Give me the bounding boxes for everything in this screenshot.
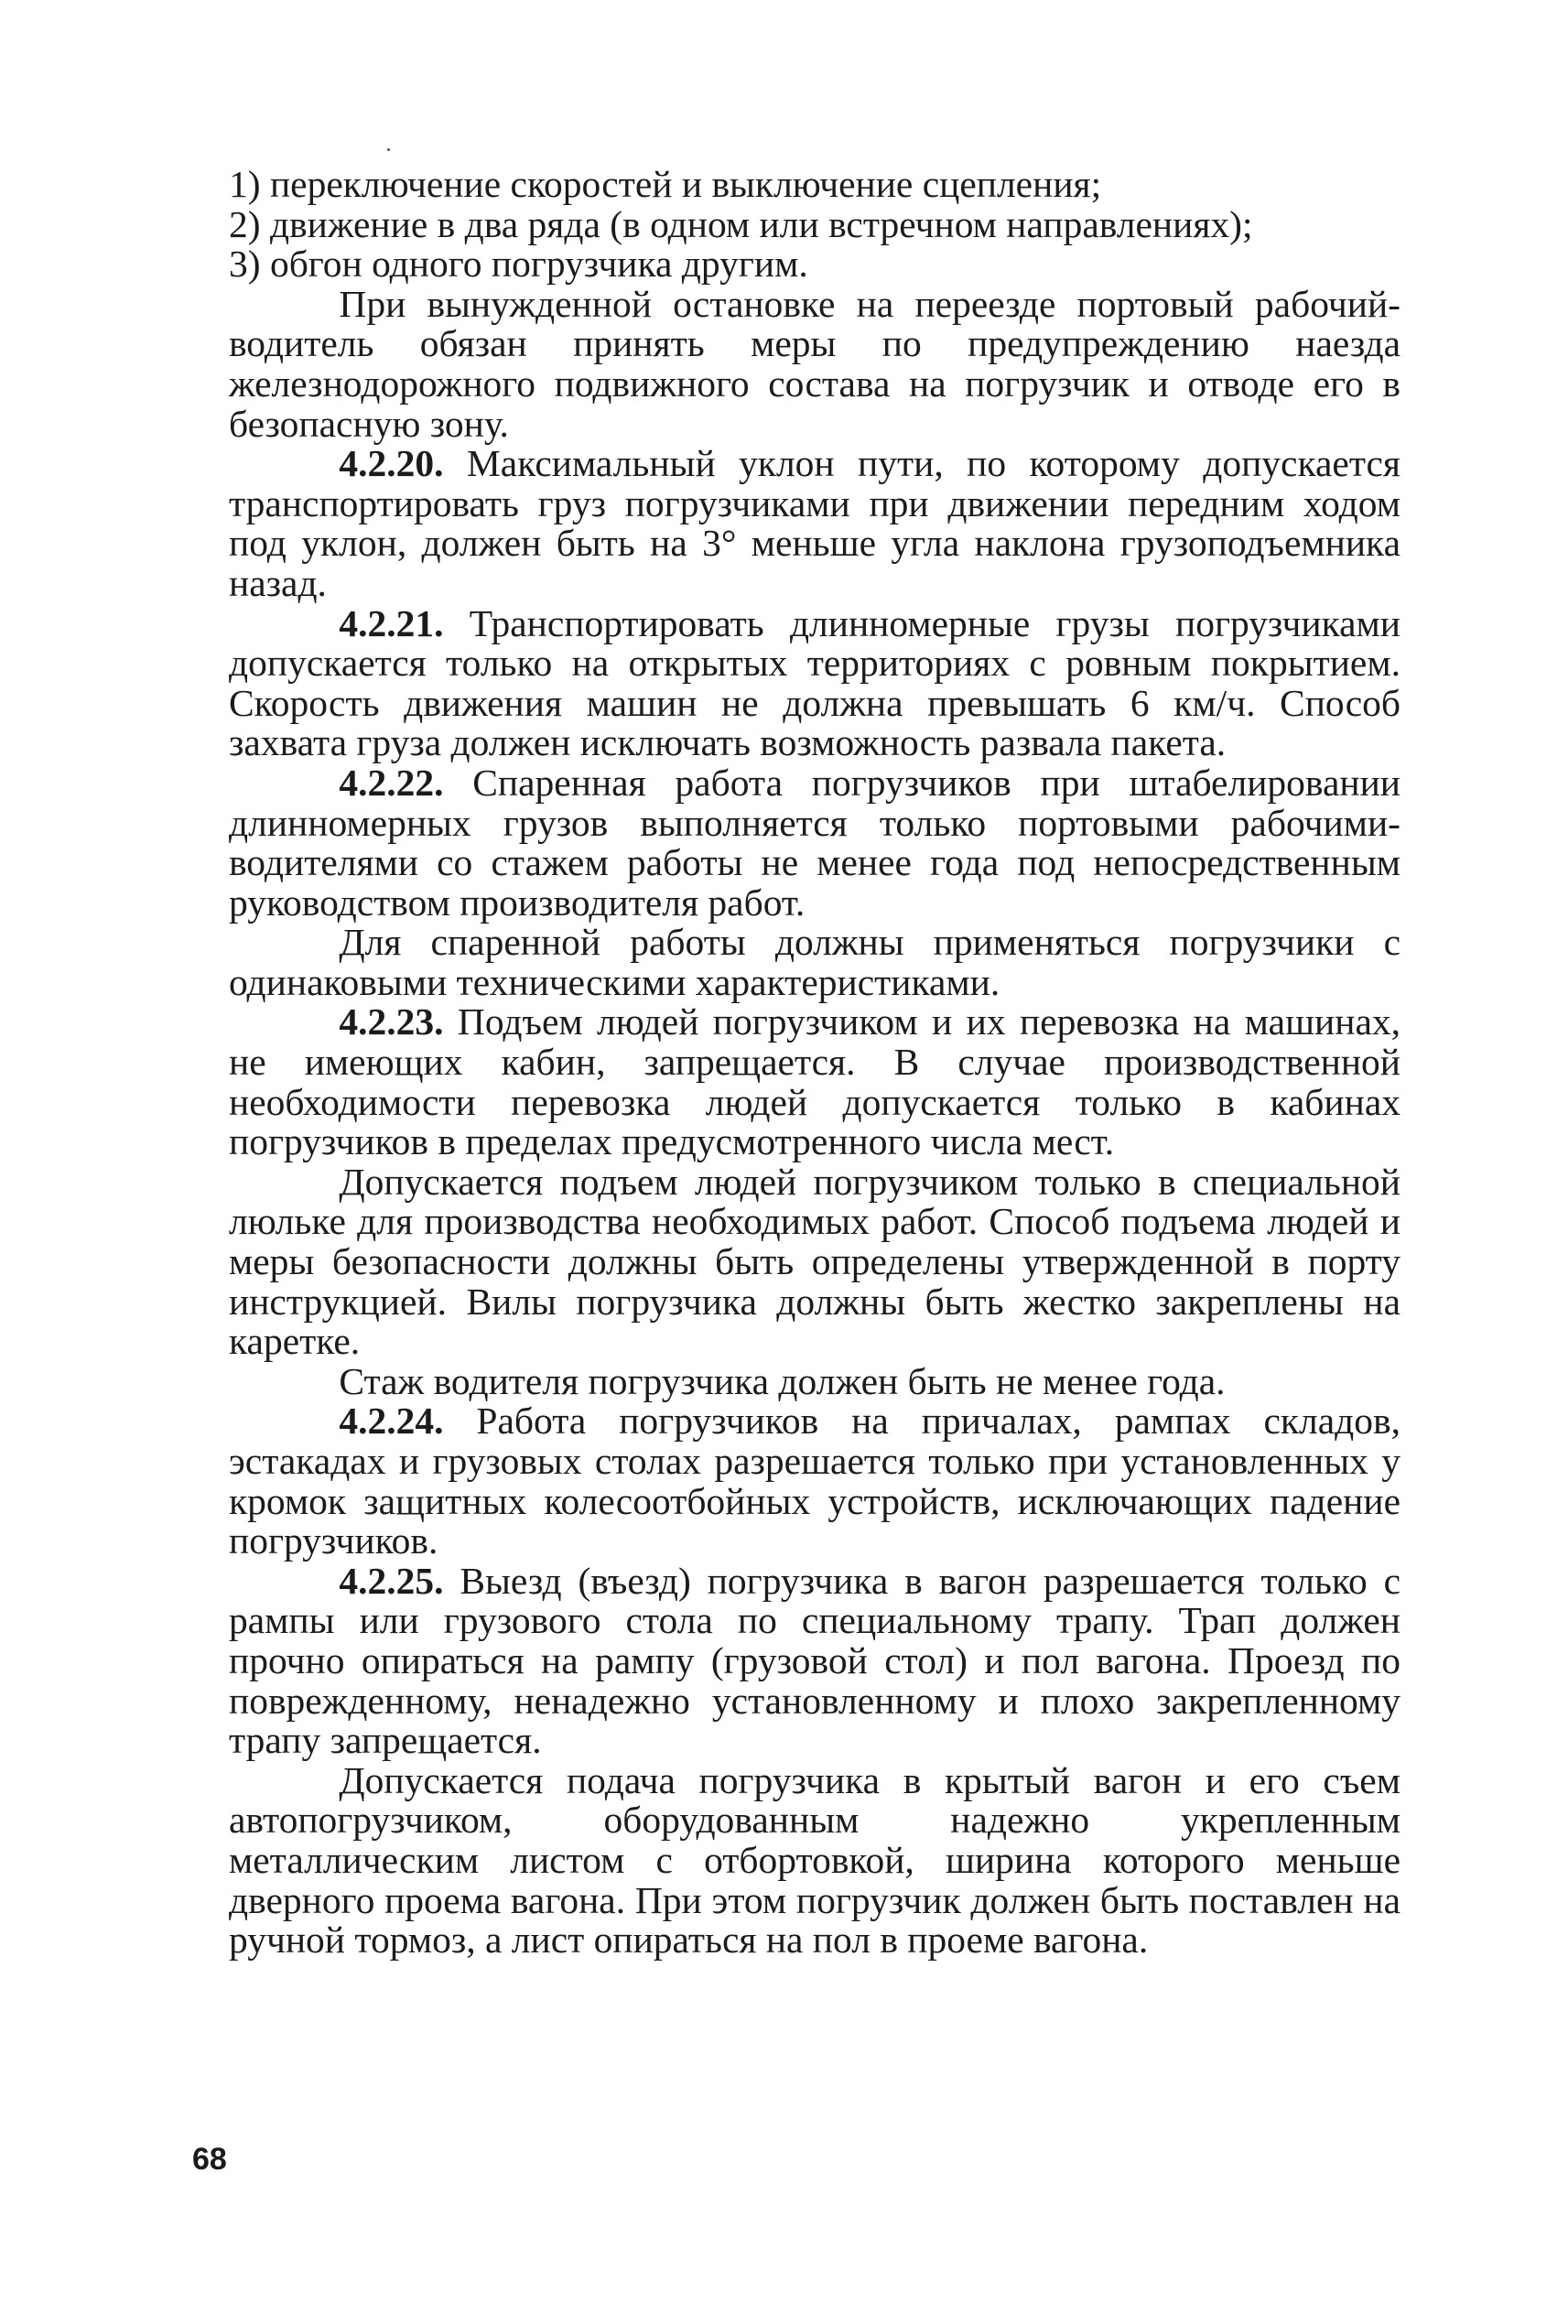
print-speck <box>387 148 390 151</box>
section-number: 4.2.21. <box>339 601 444 644</box>
section-number: 4.2.22. <box>339 761 444 804</box>
paragraph: Для спаренной работы должны применяться погрузчики с одинаковыми техническими характеристиками. <box>229 921 1400 1003</box>
paragraph: Допускается подача погрузчика в крытый вагон и его съем автопогрузчиком, оборудованным надежно укрепленным металлическим листом с отбортовкой, ширина которого меньше дверного проема вагона. При этом погрузчик должен быть поставлен на ручной тормоз, а лист опираться на пол в проеме вагона. <box>229 1758 1400 1962</box>
paragraph-4-2-24: 4.2.24. Работа погрузчиков на причалах, рампах складов, эстакадах и грузовых столах разрешается только при установленных у кромок защитных колесоотбойных устройств, исключающих падение погрузчиков. <box>229 1400 1400 1562</box>
section-number: 4.2.25. <box>339 1559 444 1602</box>
paragraph-4-2-20: 4.2.20. Максимальный уклон пути, по которому допускается транспортировать груз погрузчиками при движении передним ходом под уклон, должен быть на 3° меньше угла наклона грузоподъемника назад. <box>229 442 1400 604</box>
section-number: 4.2.24. <box>339 1400 444 1443</box>
list-item-3: 3) обгон одного погрузчика другим. <box>229 243 808 286</box>
page-number: 68 <box>192 2142 227 2177</box>
paragraph: При вынужденной остановке на переезде портовый рабочий-водитель обязан принять меры по предупреждению наезда железнодорожного подвижного состава на погрузчик и отводе его в безопасную зону. <box>229 282 1400 445</box>
list-item-1: 1) переключение скоростей и выключение сцепления; <box>229 163 1102 205</box>
paragraph: Стаж водителя погрузчика должен быть не менее года. <box>339 1359 1226 1402</box>
paragraph-4-2-21: 4.2.21. Транспортировать длинномерные грузы погрузчиками допускается только на открытых территориях с ровным покрытием. Скорость движения машин не должна превышать 6 км/ч. Способ захвата груза должен исключать возможность развала пакета. <box>229 601 1400 764</box>
paragraph-4-2-25: 4.2.25. Выезд (въезд) погрузчика в вагон разрешается только с рампы или грузового стола по специальному трапу. Трап должен прочно опираться на рампу (грузовой стол) и пол вагона. Проезд по поврежденному, ненадежно установленному и плохо закрепленному трапу запрещается. <box>229 1559 1400 1762</box>
paragraph-4-2-22: 4.2.22. Спаренная работа погрузчиков при штабелировании длинномерных грузов выполняется только портовыми рабочими-водителями со стажем работы не менее года под непосредственным руководством производителя работ. <box>229 761 1400 924</box>
list-item-2: 2) движение в два ряда (в одном или встречном направлениях); <box>229 202 1253 245</box>
section-number: 4.2.23. <box>339 1000 444 1043</box>
paragraph-4-2-23: 4.2.23. Подъем людей погрузчиком и их перевозка на машинах, не имеющих кабин, запрещается. В случае производственной необходимости перевозка людей допускается только в кабинах погрузчиков в пределах предусмотренного числа мест. <box>229 1000 1400 1163</box>
paragraph: Допускается подъем людей погрузчиком только в специальной люльке для производства необходимых работ. Способ подъема людей и меры безопасности должны быть определены утвержденной в порту инструкцией. Вилы погрузчика должны быть жестко закреплены на каретке. <box>229 1160 1400 1363</box>
section-number: 4.2.20. <box>339 442 444 485</box>
document-body <box>229 165 1400 1961</box>
